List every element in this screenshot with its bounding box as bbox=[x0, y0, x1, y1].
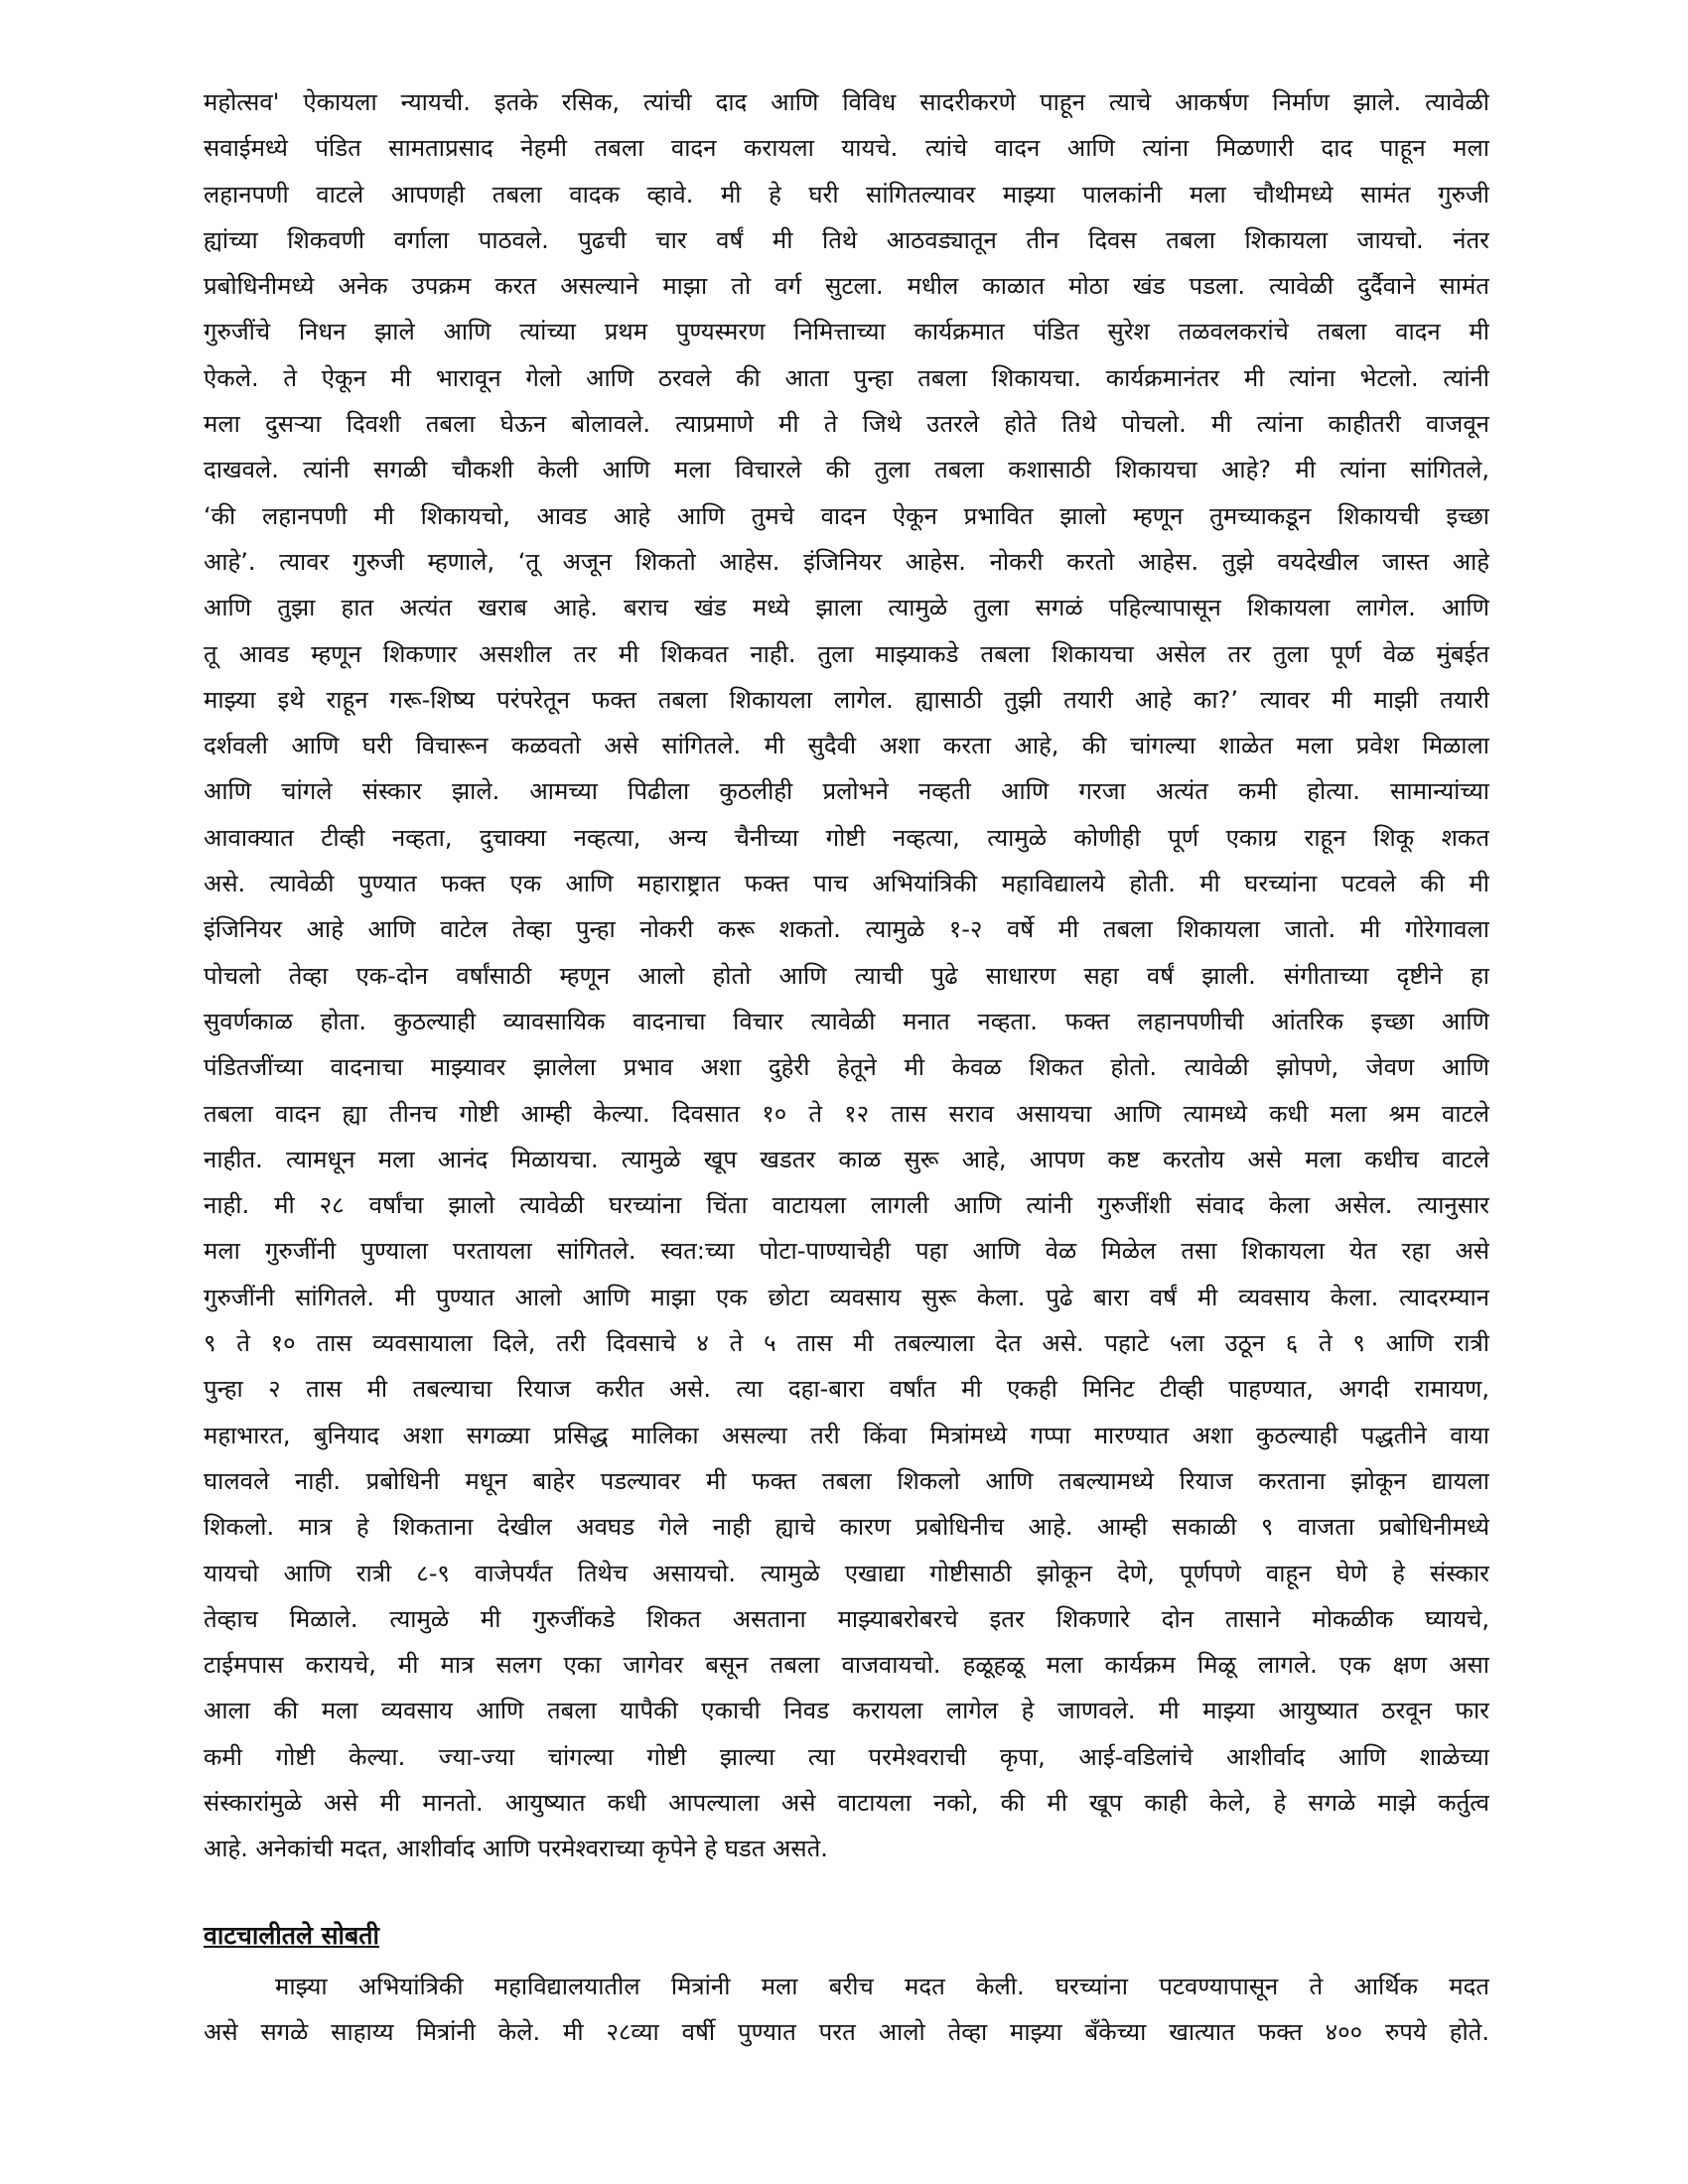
text-line: तेव्हाच मिळाले. त्यामुळे मी गुरुजींकडे शिकत असताना माझ्याबरोबरचे इतर शिकणारे दोन तासाने मोकळीक घ्यायचे, bbox=[204, 1604, 1489, 1633]
text-line: असे. त्यावेळी पुण्यात फक्त एक आणि महाराष्ट्रात फक्त पाच अभियांत्रिकी महाविद्यालये होती. मी घरच्यांना पटवले की मी bbox=[204, 870, 1489, 898]
text-line: पंडितजींच्या वादनाचा माझ्यावर झालेला प्रभाव अशा दुहेरी हेतूने मी केवळ शिकत होतो. त्यावेळी झोपणे, जेवण आणि bbox=[204, 1053, 1489, 1082]
text-line: ९ ते १० तास व्यवसायाला दिले, तरी दिवसाचे ४ ते ५ तास मी तबल्याला देत असे. पहाटे ५ला उठून ६ ते ९ आणि रात्री bbox=[204, 1329, 1489, 1358]
text-line: पुन्हा २ तास मी तबल्याचा रियाज करीत असे. त्या दहा-बारा वर्षांत मी एकही मिनिट टीव्ही पाहण्यात, अगदी रामायण, bbox=[204, 1375, 1489, 1404]
text-line: घालवले नाही. प्रबोधिनी मधून बाहेर पडल्यावर मी फक्त तबला शिकलो आणि तबल्यामध्ये रियाज करताना झोकून द्यायला bbox=[204, 1466, 1489, 1495]
text-line: सुवर्णकाळ होता. कुठल्याही व्यावसायिक वादनाचा विचार त्यावेळी मनात नव्हता. फक्त लहानपणीची आंतरिक इच्छा आणि bbox=[204, 1007, 1489, 1035]
text-line: आवाक्यात टीव्ही नव्हता, दुचाक्या नव्हत्या, अन्य चैनीच्या गोष्टी नव्हत्या, त्यामुळे कोणीही पूर्ण एकाग्र राहून शिकू शकत bbox=[204, 823, 1489, 852]
text-line: लहानपणी वाटले आपणही तबला वादक व्हावे. मी हे घरी सांगितल्यावर माझ्या पालकांनी मला चौथीमध्ये सामंत गुरुजी bbox=[204, 180, 1489, 208]
paragraph-1 bbox=[204, 79, 1489, 1872]
text-line: गुरुजींचे निधन झाले आणि त्यांच्या प्रथम पुण्यस्मरण निमित्ताच्या कार्यक्रमात पंडित सुरेश तळवलकरांचे तबला वादन मी bbox=[204, 318, 1489, 346]
section-heading: वाटचालीतले सोबती bbox=[204, 1921, 380, 1950]
text-line: शिकलो. मात्र हे शिकताना देखील अवघड गेले नाही ह्याचे कारण प्रबोधिनीच आहे. आम्ही सकाळी ९ वाजता प्रबोधिनीमध्ये bbox=[204, 1513, 1489, 1542]
text-line: नाहीत. त्यामधून मला आनंद मिळायचा. त्यामुळे खूप खडतर काळ सुरू आहे, आपण कष्ट करतोय असे मला कधीच वाटले bbox=[204, 1145, 1489, 1173]
text-line: ह्यांच्या शिकवणी वर्गाला पाठवले. पुढची चार वर्षं मी तिथे आठवड्यातून तीन दिवस तबला शिकायला जायचो. नंतर bbox=[204, 225, 1489, 254]
text-line: माझ्या अभियांत्रिकी महाविद्यालयातील मित्रांनी मला बरीच मदत केली. घरच्यांना पटवण्यापासून ते आर्थिक मदत bbox=[275, 1973, 1489, 2000]
text-line: आणि चांगले संस्कार झाले. आमच्या पिढीला कुठलीही प्रलोभने नव्हती आणि गरजा अत्यंत कमी होत्या. सामान्यांच्या bbox=[204, 777, 1489, 806]
text-line: असे सगळे साहाय्य मित्रांनी केले. मी २८व्या वर्षी पुण्यात परत आलो तेव्हा माझ्या बँकेच्या खात्यात फक्त ४०० रुपये होते. bbox=[204, 2018, 1489, 2046]
text-line: ‘की लहानपणी मी शिकायचो, आवड आहे आणि तुमचे वादन ऐकून प्रभावित झालो म्हणून तुमच्याकडून शिकायची इच्छा bbox=[204, 501, 1489, 530]
text-line: दाखवले. त्यांनी सगळी चौकशी केली आणि मला विचारले की तुला तबला कशासाठी शिकायचा आहे? मी त्यांना सांगितले, bbox=[204, 456, 1489, 484]
text-line: इंजिनियर आहे आणि वाटेल तेव्हा पुन्हा नोकरी करू शकतो. त्यामुळे १-२ वर्षे मी तबला शिकायला जातो. मी गोरेगावला bbox=[204, 915, 1489, 944]
text-line: आहे. अनेकांची मदत, आशीर्वाद आणि परमेश्वराच्या कृपेने हे घडत असते. bbox=[204, 1835, 828, 1863]
text-line: दर्शवली आणि घरी विचारून कळवतो असे सांगितले. मी सुदैवी अशा करता आहे, की चांगल्या शाळेत मला प्रवेश मिळाला bbox=[204, 732, 1489, 760]
text-line: माझ्या इथे राहून गरू-शिष्य परंपरेतून फक्त तबला शिकायला लागेल. ह्यासाठी तुझी तयारी आहे का?’ त्यावर मी माझी तयारी bbox=[204, 685, 1489, 714]
text-line: मला दुसऱ्या दिवशी तबला घेऊन बोलावले. त्याप्रमाणे मी ते जिथे उतरले होते तिथे पोचलो. मी त्यांना काहीतरी वाजवून bbox=[204, 410, 1489, 439]
text-line: ऐकले. ते ऐकून मी भारावून गेलो आणि ठरवले की आता पुन्हा तबला शिकायचा. कार्यक्रमानंतर मी त्यांना भेटलो. त्यांनी bbox=[204, 363, 1489, 392]
text-line: तू आवड म्हणून शिकणार असशील तर मी शिकवत नाही. तुला माझ्याकडे तबला शिकायचा असेल तर तुला पूर्ण वेळ मुंबईत bbox=[204, 639, 1489, 668]
text-line: महाभारत, बुनियाद अशा सगळ्या प्रसिद्ध मालिका असल्या तरी किंवा मित्रांमध्ये गप्पा मारण्यात अशा कुठल्याही पद्धतीने वाया bbox=[204, 1421, 1489, 1449]
text-line: प्रबोधिनीमध्ये अनेक उपक्रम करत असल्याने माझा तो वर्ग सुटला. मधील काळात मोठा खंड पडला. त्यावेळी दुर्दैवाने सामंत bbox=[204, 272, 1489, 301]
text-line: आहे’. त्यावर गुरुजी म्हणाले, ‘तू अजून शिकतो आहेस. इंजिनियर आहेस. नोकरी करतो आहेस. तुझे वयदेखील जास्त आहे bbox=[204, 547, 1489, 576]
text-line: यायचो आणि रात्री ८-९ वाजेपर्यंत तिथेच असायचो. त्यामुळे एखाद्या गोष्टीसाठी झोकून देणे, पूर्णपणे वाहून घेणे हे संस्कार bbox=[204, 1559, 1489, 1587]
text-line: तबला वादन ह्या तीनच गोष्टी आम्ही केल्या. दिवसात १० ते १२ तास सराव असायचा आणि त्यामध्ये कधी मला श्रम वाटले bbox=[204, 1099, 1489, 1128]
text-line: आला की मला व्यवसाय आणि तबला यापैकी एकाची निवड करायला लागेल हे जाणवले. मी माझ्या आयुष्यात ठरवून फार bbox=[204, 1697, 1489, 1725]
text-line: सवाईमध्ये पंडित सामताप्रसाद नेहमी तबला वादन करायला यायचे. त्यांचे वादन आणि त्यांना मिळणारी दाद पाहून मला bbox=[204, 134, 1489, 163]
text-line: आणि तुझा हात अत्यंत खराब आहे. बराच खंड मध्ये झाला त्यामुळे तुला सगळं पहिल्यापासून शिकायला लागेल. आणि bbox=[204, 594, 1489, 622]
paragraph-2 bbox=[204, 1964, 1489, 2055]
text-line: मला गुरुजींनी पुण्याला परतायला सांगितले. स्वत:च्या पोटा-पाण्याचेही पहा आणि वेळ मिळेल तसा शिकायला येत रहा असे bbox=[204, 1237, 1489, 1266]
text-line: कमी गोष्टी केल्या. ज्या-ज्या चांगल्या गोष्टी झाल्या त्या परमेश्वराची कृपा, आई-वडिलांचे आशीर्वाद आणि शाळेच्या bbox=[204, 1742, 1489, 1771]
text-line: महोत्सव' ऐकायला न्यायची. इतके रसिक, त्यांची दाद आणि विविध सादरीकरणे पाहून त्याचे आकर्षण निर्माण झाले. त्यावेळी bbox=[204, 88, 1489, 116]
text-line: पोचलो तेव्हा एक-दोन वर्षांसाठी म्हणून आलो होतो आणि त्याची पुढे साधारण सहा वर्षं झाली. संगीताच्या दृष्टीने हा bbox=[204, 961, 1489, 990]
text-line: संस्कारांमुळे असे मी मानतो. आयुष्यात कधी आपल्याला असे वाटायला नको, की मी खूप काही केले, हे सगळे माझे कर्तुत्व bbox=[204, 1788, 1489, 1817]
text-line: नाही. मी २८ वर्षांचा झालो त्यावेळी घरच्यांना चिंता वाटायला लागली आणि त्यांनी गुरुजींशी संवाद केला असेल. त्यानुसार bbox=[204, 1191, 1489, 1220]
text-line: गुरुजींनी सांगितले. मी पुण्यात आलो आणि माझा एक छोटा व्यवसाय सुरू केला. पुढे बारा वर्षं मी व्यवसाय केला. त्यादरम्यान bbox=[204, 1283, 1489, 1311]
text-line: टाईमपास करायचे, मी मात्र सलग एका जागेवर बसून तबला वाजवायचो. हळूहळू मला कार्यक्रम मिळू लागले. एक क्षण असा bbox=[204, 1651, 1489, 1680]
